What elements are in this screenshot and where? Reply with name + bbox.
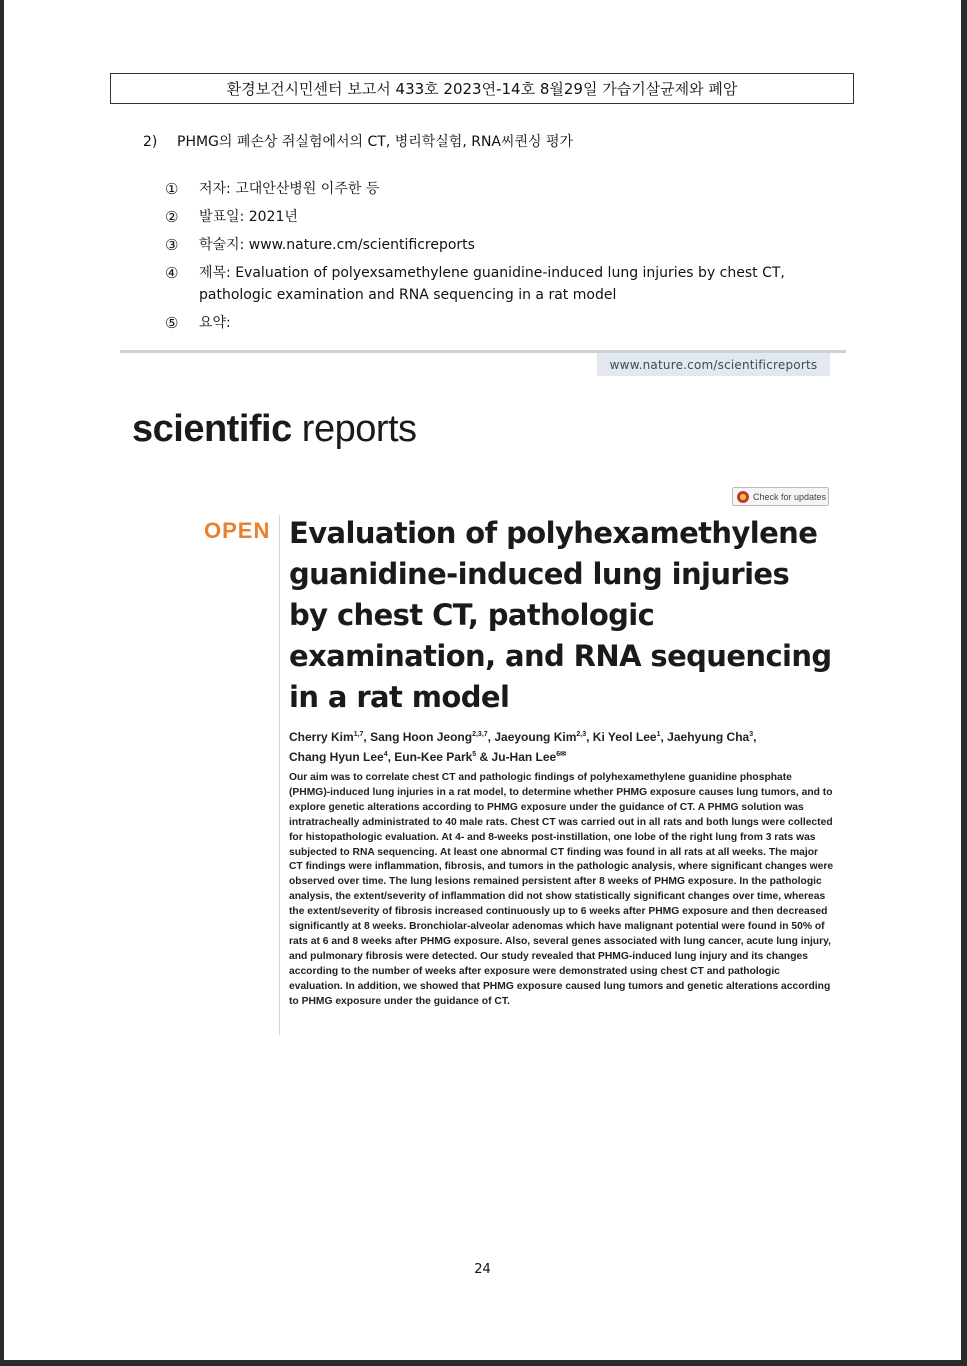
crossmark-icon [737,491,749,503]
document-page [4,0,961,1360]
item-text: 제목: Evaluation of polyexsamethylene guanidine-induced lung injuries by chest CT, pathologic examination and RNA sequencing in a rat model [199,265,785,303]
section-heading [143,131,573,151]
article-abstract: Our aim was to correlate chest CT and pathologic findings of polyhexamethylene guanidine phosphate (PHMG)-induced lung injuries in a rat model, to determine whether PHMG exposure causes lung tumors, and to explore genetic alterations according to PHMG exposure under the guidance of CT. A PHMG solution was intratracheally administrated to 40 male rats. Chest CT was carried out in all rats and both lungs were collected for histopathologic evaluation. At 4- and 8-weeks post-instillation, one lobe of the right lung from 3 rats was subjected to RNA sequencing. At least one abnormal CT finding was found in all rats at all weeks. The major CT findings were inflammation, fibrosis, and tumors in the pathologic analysis, where significant changes were observed over time. The lung lesions remained persistent after 8 weeks of PHMG exposure. In the pathologic analysis, the extent/severity of inflammation did not show statistically significant changes over time, whereas the extent/severity of fibrosis increased continuously up to 6 weeks after PHMG exposure and then decreased significantly at 8 weeks. Bronchiolar-alveolar adenomas which have malignant potential were found in 50% of rats at 6 and 8 weeks after PHMG exposure. Also, several genes associated with lung cancer, acute lung injury, and pulmonary fibrosis were detected. Our study revealed that PHMG-induced lung injury and its changes according to the number of weeks after exposure were demonstrated using chest CT and pathologic evaluation. In addition, we showed that PHMG exposure caused lung tumors and genetic alterations according to PHMG exposure under the guidance of CT. [289,772,834,1007]
item-text: 요약: [199,315,231,331]
article-title: Evaluation of polyhexamethylene guanidine-induced lung injuries by chest CT, pathologic examination, and RNA sequencing in a rat model [289,516,832,714]
author-name: Ju-Han Lee [491,750,557,764]
info-item-journal [165,234,845,256]
author-name: Sang Hoon Jeong [370,730,473,744]
info-item-summary [165,312,845,334]
info-item-author [165,178,845,200]
author-affiliation: 3 [749,731,754,738]
info-item-date [165,206,845,228]
item-marker: ⑤ [165,314,179,332]
item-text: 학술지: www.nature.cm/scientificreports [199,237,475,253]
section-title: PHMG의 폐손상 쥐실험에서의 CT, 병리학실험, RNA씨퀀싱 평가 [177,134,574,150]
item-text: 저자: 고대안산병원 이주한 등 [199,181,380,197]
journal-logo-bold: scientific [132,408,292,450]
section-number: 2) [143,134,158,150]
report-header [110,73,854,104]
item-marker: ③ [165,236,179,254]
author-name: Cherry Kim [289,730,354,744]
author-affiliation: 1 [656,731,661,738]
author-affiliation: 4 [383,751,388,758]
report-header-title: 환경보건시민센터 보고서 433호 2023연-14호 8월29일 가습기살균제와 폐암 [226,80,738,98]
info-item-title [165,262,845,306]
author-list: Cherry Kim$^{1,7}$, Sang Hoon Jeong$^{2,3,7}$, Jaeyoung Kim$^{2,3}$, Ki Yeol Lee$^1$, Jaehyung Cha$^3$, Chang Hyun Lee$^4$, Eun-Kee Park$^5$ & Ju-Han Lee$^{6✉}$ [289,730,757,764]
author-affiliation: 1,7 [353,731,364,738]
author-name: Jaeyoung Kim [494,730,577,744]
info-list [165,178,845,340]
item-marker: ④ [165,264,179,282]
check-updates-label: Check for updates [753,491,827,502]
journal-url-tab: www.nature.com/scientificreports [597,353,830,376]
author-affiliation: 6✉ [556,751,566,758]
journal-logo-regular: reports [291,408,417,450]
check-updates-button[interactable] [732,487,829,506]
author-name: Chang Hyun Lee [289,750,384,764]
item-marker: ① [165,180,179,198]
author-affiliation: 2,3 [576,731,587,738]
author-name: Ki Yeol Lee [592,730,657,744]
item-text: 발표일: 2021년 [199,209,298,225]
author-affiliation: 5 [472,751,477,758]
journal-logo [132,408,417,451]
author-affiliation: 2,3,7 [472,731,488,738]
item-marker: ② [165,208,179,226]
author-name: Eun-Kee Park [394,750,473,764]
open-access-label: OPEN [204,518,271,543]
article-divider [279,515,280,1035]
page-number: 24 [474,1262,491,1277]
author-name: Jaehyung Cha [667,730,750,744]
